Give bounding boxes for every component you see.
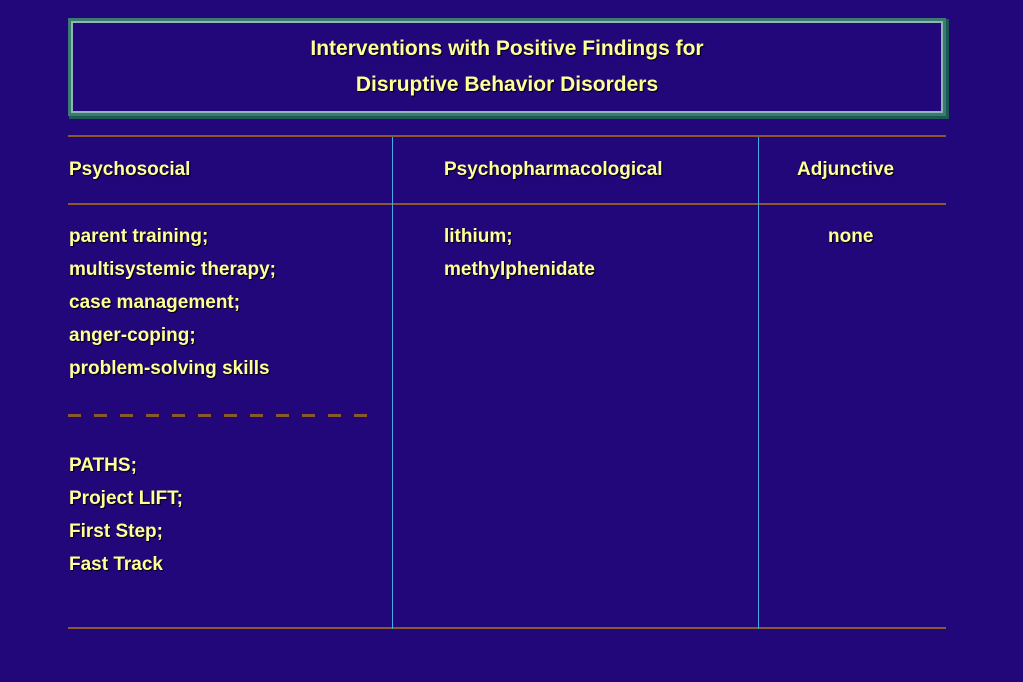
list-item: anger-coping; xyxy=(69,325,196,346)
list-item: problem-solving skills xyxy=(69,358,270,379)
header-bottom-rule xyxy=(68,203,946,205)
list-item: parent training; xyxy=(69,226,209,247)
slide-title-line-2: Disruptive Behavior Disorders xyxy=(355,73,659,96)
adjunctive-list xyxy=(828,220,873,253)
title-box xyxy=(68,18,946,116)
list-item: methylphenidate xyxy=(444,259,595,280)
list-item: case management; xyxy=(69,292,241,313)
header-adjunctive: Adjunctive xyxy=(797,159,895,180)
list-item: Project LIFT; xyxy=(69,488,184,509)
list-item: lithium; xyxy=(444,226,513,247)
list-item: First Step; xyxy=(69,521,163,542)
header-psychopharmacological: Psychopharmacological xyxy=(444,159,663,180)
psychosocial-list-1 xyxy=(69,220,276,385)
list-item: multisystemic therapy; xyxy=(69,259,276,280)
psychopharmacological-list xyxy=(444,220,595,286)
list-item: none xyxy=(828,226,874,247)
list-item: Fast Track xyxy=(69,554,163,575)
column-divider-2 xyxy=(758,137,759,629)
table-top-rule xyxy=(68,135,946,137)
psychosocial-list-2 xyxy=(69,449,183,581)
table-bottom-rule xyxy=(68,627,946,629)
column-divider-1 xyxy=(392,137,393,629)
list-item: PATHS; xyxy=(69,455,137,476)
dashed-separator xyxy=(68,414,378,417)
slide-title-line-1: Interventions with Positive Findings for xyxy=(310,37,704,60)
header-psychosocial: Psychosocial xyxy=(69,159,191,180)
